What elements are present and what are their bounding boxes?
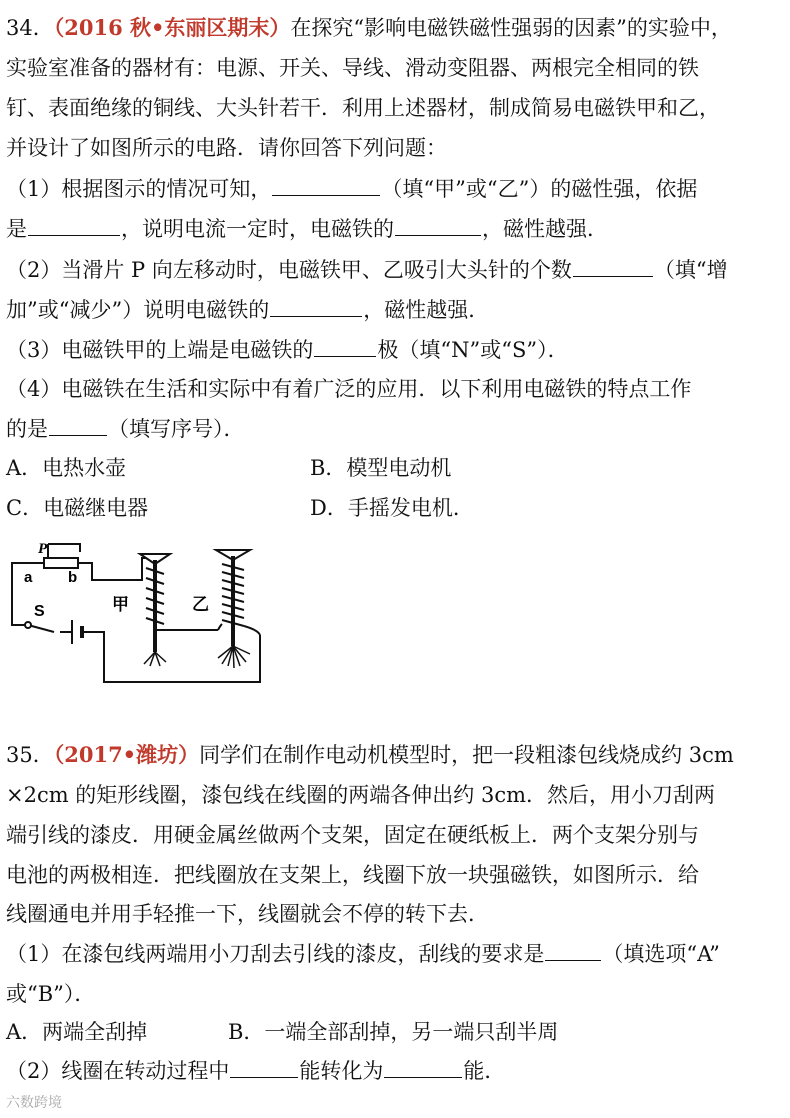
- q35-p1-text-b: （填选项“A”: [602, 942, 720, 966]
- q34-p2-text-c: 加”或“减少”）说明电磁铁的: [6, 298, 270, 322]
- q34-p3-text-a: （3）电磁铁甲的上端是电磁铁的: [6, 338, 314, 362]
- q34-p4-text-c: （填写序号）．: [108, 417, 245, 441]
- top-wire: [78, 558, 154, 580]
- q35-p2-text-a: （2）线圈在转动过程中: [6, 1059, 230, 1083]
- circuit-diagram: [8, 540, 270, 690]
- q34-stem-4: 并设计了如图所示的电路．请你回答下列问题：: [6, 136, 447, 160]
- slider-wire: [48, 544, 80, 552]
- electromagnet-jia: [140, 554, 170, 666]
- q34-p2-text-a: （2）当滑片 P 向左移动时，电磁铁甲、乙吸引大头针的个数: [6, 258, 572, 282]
- q35-p2-text-b: 能转化为: [299, 1059, 384, 1083]
- label-b: b: [68, 569, 78, 586]
- q34-p1-text-b: （填“甲”或“乙”）的磁性强，依据: [381, 177, 698, 201]
- q34-p1-blank-3[interactable]: [395, 234, 481, 236]
- q35-part1-line1: [6, 938, 784, 970]
- q34-part4-line2: [6, 413, 784, 445]
- q34-p2-blank-1[interactable]: [573, 275, 653, 277]
- q34-number: 34．: [6, 16, 54, 40]
- q34-option-a[interactable]: A．电热水壶: [6, 456, 127, 480]
- q34-p2-text-b: （填“增: [653, 258, 728, 282]
- q35-p1-text-a: （1）在漆包线两端用小刀刮去引线的漆皮，刮线的要求是: [6, 942, 545, 966]
- q35-line-1: [6, 739, 784, 771]
- q34-p1-text-d: ，说明电流一定时，电磁铁的: [121, 217, 394, 241]
- q34-p4-text-b: 的是: [6, 417, 48, 441]
- q34-part4-line1: （4）电磁铁在生活和实际中有着广泛的应用．以下利用电磁铁的特点工作: [6, 377, 692, 401]
- label-a: a: [24, 569, 33, 586]
- q35-part1-line2: 或“B”）．: [6, 982, 96, 1006]
- q35-stem-1: 同学们在制作电动机模型时，把一段粗漆包线烧成约 3cm: [199, 743, 734, 767]
- switch-blade: [28, 625, 54, 632]
- q34-option-c[interactable]: C．电磁继电器: [6, 496, 149, 520]
- q35-stem-3: 端引线的漆皮．用硬金属丝做两个支架，固定在硬纸板上．两个支架分别与: [6, 823, 699, 847]
- q34-p3-text-b: 极（填“N”或“S”）．: [377, 338, 569, 362]
- q34-stem-3: 钉、表面绝缘的铜线、大头针若干．利用上述器材，制成简易电磁铁甲和乙，: [6, 96, 720, 120]
- q35-option-b[interactable]: B．一端全部刮掉，另一端只刮半周: [228, 1020, 559, 1044]
- q35-p2-blank-2[interactable]: [384, 1076, 462, 1078]
- q35-p2-text-c: 能．: [463, 1059, 506, 1083]
- q34-part1-line1: [6, 173, 784, 205]
- q34-p1-blank-1[interactable]: [272, 194, 380, 196]
- q34-p1-text-a: （1）根据图示的情况可知，: [6, 177, 272, 201]
- q35-stem-5: 线圈通电并用手轻推一下，线圈就会不停的转下去．: [6, 902, 489, 926]
- q34-p2-text-d: ，磁性越强．: [363, 298, 490, 322]
- watermark: 六数跨境: [6, 1095, 62, 1111]
- q35-stem-4: 电池的两极相连．把线圈放在支架上，线圈下放一块强磁铁，如图所示．给: [6, 863, 699, 887]
- q34-part3: [6, 334, 784, 366]
- q34-p2-blank-2[interactable]: [270, 315, 362, 317]
- q34-p1-text-e: ，磁性越强．: [482, 217, 608, 241]
- q35-source: （2017•潍坊）: [53, 742, 200, 767]
- label-jia: 甲: [112, 595, 129, 615]
- q35-stem-2: ×2cm 的矩形线圈，漆包线在线圈的两端各伸出约 3cm．然后，用小刀刮两: [6, 783, 716, 807]
- q35-option-a[interactable]: A．两端全刮掉: [6, 1020, 148, 1044]
- q34-option-b[interactable]: B．模型电动机: [310, 456, 452, 480]
- q34-line-1: [6, 12, 784, 44]
- q34-p3-blank[interactable]: [314, 355, 376, 357]
- q35-part2: [6, 1055, 784, 1087]
- q34-part2-line2: [6, 294, 784, 326]
- rheostat-body: [44, 558, 78, 568]
- electromagnet-yi: [216, 550, 260, 668]
- label-s: S: [34, 603, 45, 620]
- q35-p2-blank-1[interactable]: [230, 1076, 298, 1078]
- q34-stem-1: 在探究“影响电磁铁磁性强弱的因素”的实验中，: [290, 16, 732, 40]
- q34-part1-line2: [6, 213, 784, 245]
- q34-p1-text-c: 是: [6, 217, 27, 241]
- q34-p4-blank[interactable]: [49, 434, 107, 436]
- q34-p1-blank-2[interactable]: [28, 234, 120, 236]
- q34-option-d[interactable]: D．手摇发电机．: [310, 496, 474, 520]
- q35-p1-blank[interactable]: [545, 959, 601, 961]
- switch-pivot: [25, 622, 31, 628]
- label-p: P: [38, 541, 48, 557]
- q34-stem-2: 实验室准备的器材有：电源、开关、导线、滑动变阻器、两根完全相同的铁: [6, 56, 699, 80]
- q34-part2-line1: [6, 254, 784, 286]
- label-yi: 乙: [192, 595, 209, 615]
- q34-source: （2016 秋•东丽区期末）: [53, 15, 291, 40]
- q35-number: 35．: [6, 743, 54, 767]
